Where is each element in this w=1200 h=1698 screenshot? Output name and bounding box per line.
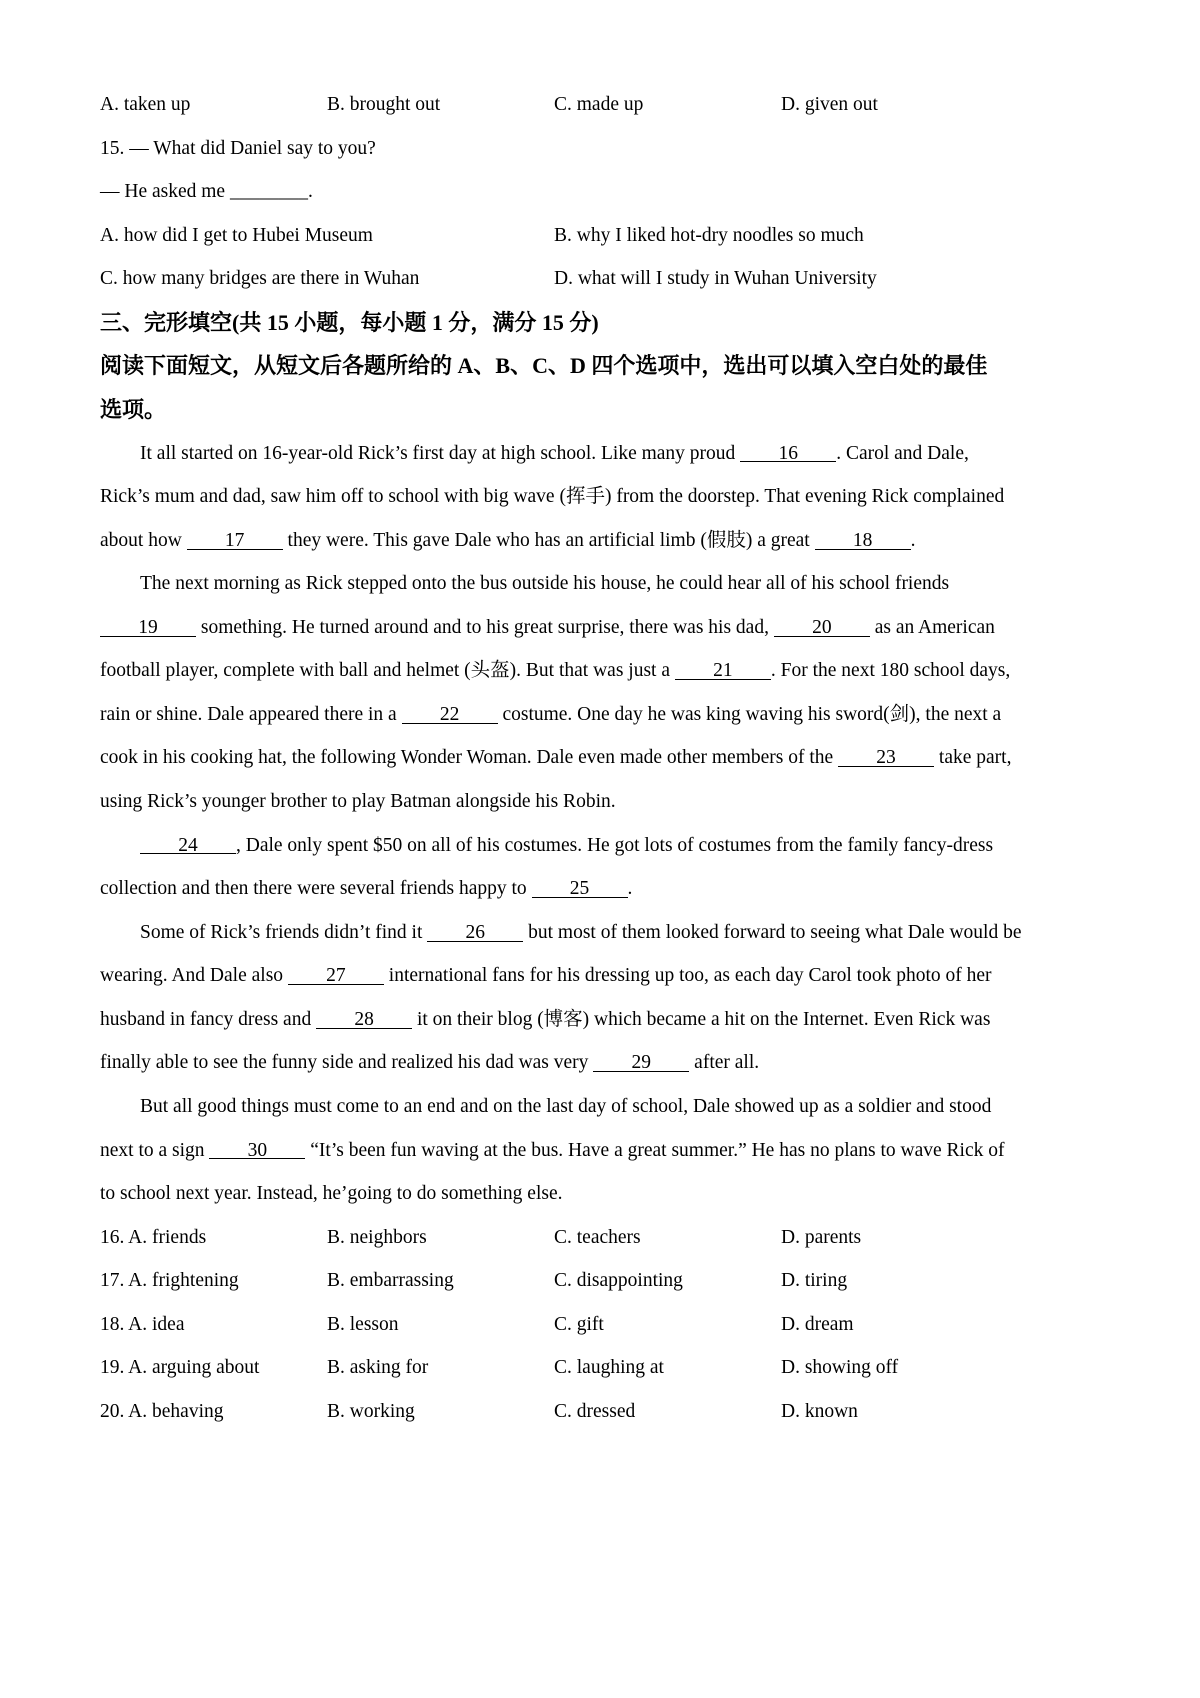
passage-text: using Rick’s younger brother to play Batman alongside his Robin. (100, 791, 616, 812)
passage-text: husband in fancy dress and (100, 1008, 317, 1030)
passage-text: . (910, 529, 916, 551)
q15-answer-prompt: — He asked me ________. (100, 181, 313, 203)
passage-line (100, 824, 1007, 868)
blank-25: 25 (532, 878, 628, 900)
passage-line (100, 736, 1012, 780)
q16-option-b: B. neighbors (327, 1226, 427, 1248)
passage-line (100, 1129, 1007, 1173)
passage-line (100, 475, 1007, 519)
passage-paragraph (100, 824, 1007, 911)
q18-options (100, 1303, 1007, 1347)
q14-option-c: C. made up (554, 94, 644, 115)
passage-paragraph (100, 1085, 1007, 1216)
q14-option-d: D. given out (781, 94, 878, 115)
blank-18: 18 (815, 530, 911, 552)
passage-text: collection and then there were several friends happy to (100, 878, 532, 900)
blank-24: 24 (140, 835, 236, 857)
blank-27: 27 (288, 965, 384, 987)
passage-line (100, 649, 1011, 693)
passage-text: , Dale only spent $50 on all of his costumes. He got lots of costumes from the family fancy-dress (236, 834, 994, 856)
q17-options (100, 1259, 1007, 1303)
passage-text: Some of Rick’s friends didn’t find it (140, 921, 428, 943)
passage-text: next to a sign (100, 1139, 210, 1161)
q17-option-c: C. disappointing (554, 1270, 683, 1292)
passage-line (100, 954, 1007, 998)
q15-option-c: C. how many bridges are there in Wuhan (100, 268, 420, 290)
blank-20: 20 (774, 617, 870, 639)
q19-option-c: C. laughing at (554, 1357, 664, 1379)
q14-option-b: B. brought out (327, 94, 441, 115)
q14-options (100, 83, 1007, 127)
passage-line (100, 1172, 1007, 1216)
passage-text: It all started on 16-year-old Rick’s first day at high school. Like many proud (140, 442, 741, 464)
q17-option-b: B. embarrassing (327, 1270, 454, 1292)
q20-option-a: 20. A. behaving (100, 1400, 224, 1422)
q20-option-c: C. dressed (554, 1400, 636, 1422)
passage-text: take part, (934, 747, 1012, 769)
q19-option-a: 19. A. arguing about (100, 1357, 260, 1379)
passage-text: about how (100, 529, 187, 551)
passage-line (100, 562, 1007, 606)
passage-text: finally able to see the funny side and realized his dad was very (100, 1052, 594, 1074)
q20-options (100, 1390, 1007, 1434)
passage-text: after all. (689, 1052, 760, 1074)
blank-28: 28 (316, 1009, 412, 1031)
passage-line (100, 1085, 1007, 1129)
passage-text: it on their blog (博客) which became a hit on the Internet. Even Rick was (412, 1008, 991, 1030)
blank-22: 22 (402, 704, 498, 726)
passage-paragraph (100, 562, 1012, 823)
q18-option-b: B. lesson (327, 1313, 399, 1335)
passage-text: . Carol and Dale, (836, 442, 969, 464)
passage-line (100, 1041, 1007, 1085)
blank-16: 16 (740, 443, 836, 465)
blank-19: 19 (100, 617, 196, 639)
blank-30: 30 (209, 1140, 305, 1162)
passage-text: costume. One day he was king waving his sword(剑), the next a (497, 703, 1002, 725)
passage-text: Rick’s mum and dad, saw him off to school with big wave (挥手) from the doorstep. That evening Rick complained (100, 486, 1005, 508)
q19-options (100, 1346, 1007, 1390)
blank-26: 26 (427, 922, 523, 944)
q16-option-a: 16. A. friends (100, 1226, 207, 1248)
passage-line (100, 606, 1007, 650)
blank-21: 21 (675, 660, 771, 682)
passage-text: they were. This gave Dale who has an artificial limb (假肢) a great (282, 529, 815, 551)
q17-option-a: 17. A. frightening (100, 1270, 239, 1292)
passage-text: international fans for his dressing up too, as each day Carol took photo of her (383, 965, 992, 987)
passage-line (100, 867, 1007, 911)
passage-text: cook in his cooking hat, the following Wonder Woman. Dale even made other members of the (100, 747, 839, 769)
passage-text: . For the next 180 school days, (770, 660, 1011, 682)
q18-option-a: 18. A. idea (100, 1313, 185, 1335)
blank-29: 29 (593, 1052, 689, 1074)
blank-17: 17 (187, 530, 283, 552)
passage-paragraph (100, 911, 1022, 1085)
q16-option-d: D. parents (781, 1226, 862, 1248)
passage-text: something. He turned around and to his great surprise, there was his dad, (196, 616, 774, 638)
q15-options-row-1 (100, 214, 1007, 258)
q15-option-d: D. what will I study in Wuhan University (554, 268, 877, 290)
passage-text: “It’s been fun waving at the bus. Have a great summer.” He has no plans to wave Rick of (305, 1139, 1005, 1161)
blank-23: 23 (838, 747, 934, 769)
q15-option-b: B. why I liked hot-dry noodles so much (554, 224, 864, 246)
section-3-instructions-line: 阅读下面短文，从短文后各题所给的 A、B、C、D 四个选项中，选出可以填入空白处的最佳 (100, 353, 988, 379)
passage-text: football player, complete with ball and helmet (头盔). But that was just a (100, 660, 675, 682)
passage-line (100, 780, 1007, 824)
passage-paragraph (100, 432, 1007, 563)
passage-line (100, 911, 1022, 955)
passage-text: The next morning as Rick stepped onto the bus outside his house, he could hear all of his school friends (140, 573, 950, 595)
q19-option-b: B. asking for (327, 1357, 429, 1379)
passage-text: as an American (869, 616, 995, 638)
q16-options (100, 1216, 1007, 1260)
passage-text: rain or shine. Dale appeared there in a (100, 703, 402, 725)
q19-option-d: D. showing off (781, 1357, 899, 1379)
passage-text: wearing. And Dale also (100, 965, 288, 987)
q17-option-d: D. tiring (781, 1270, 848, 1292)
q16-option-c: C. teachers (554, 1226, 641, 1248)
q15-question: 15. — What did Daniel say to you? (100, 137, 376, 159)
passage-line (100, 693, 1007, 737)
page-content (100, 83, 1022, 1433)
passage-line (100, 432, 1007, 476)
passage-text: . (627, 878, 633, 900)
cloze-passage (100, 432, 1022, 1216)
q15-options-row-2 (100, 257, 1007, 301)
passage-line (100, 998, 1007, 1042)
passage-text: but most of them looked forward to seeing what Dale would be (523, 921, 1022, 943)
q18-option-c: C. gift (554, 1313, 604, 1335)
passage-text: But all good things must come to an end and on the last day of school, Dale showed up as a soldier and stood (140, 1095, 992, 1117)
q15-option-a: A. how did I get to Hubei Museum (100, 224, 373, 246)
q20-option-d: D. known (781, 1400, 858, 1422)
q14-option-a: A. taken up (100, 94, 191, 115)
q18-option-d: D. dream (781, 1313, 854, 1335)
section-3-instructions-line: 选项。 (100, 396, 167, 422)
q20-option-b: B. working (327, 1400, 415, 1422)
section-3-heading: 三、完形填空(共 15 小题，每小题 1 分，满分 15 分) (100, 309, 599, 335)
passage-line (100, 519, 1007, 563)
passage-text: to school next year. Instead, he’going to do something else. (100, 1183, 563, 1205)
